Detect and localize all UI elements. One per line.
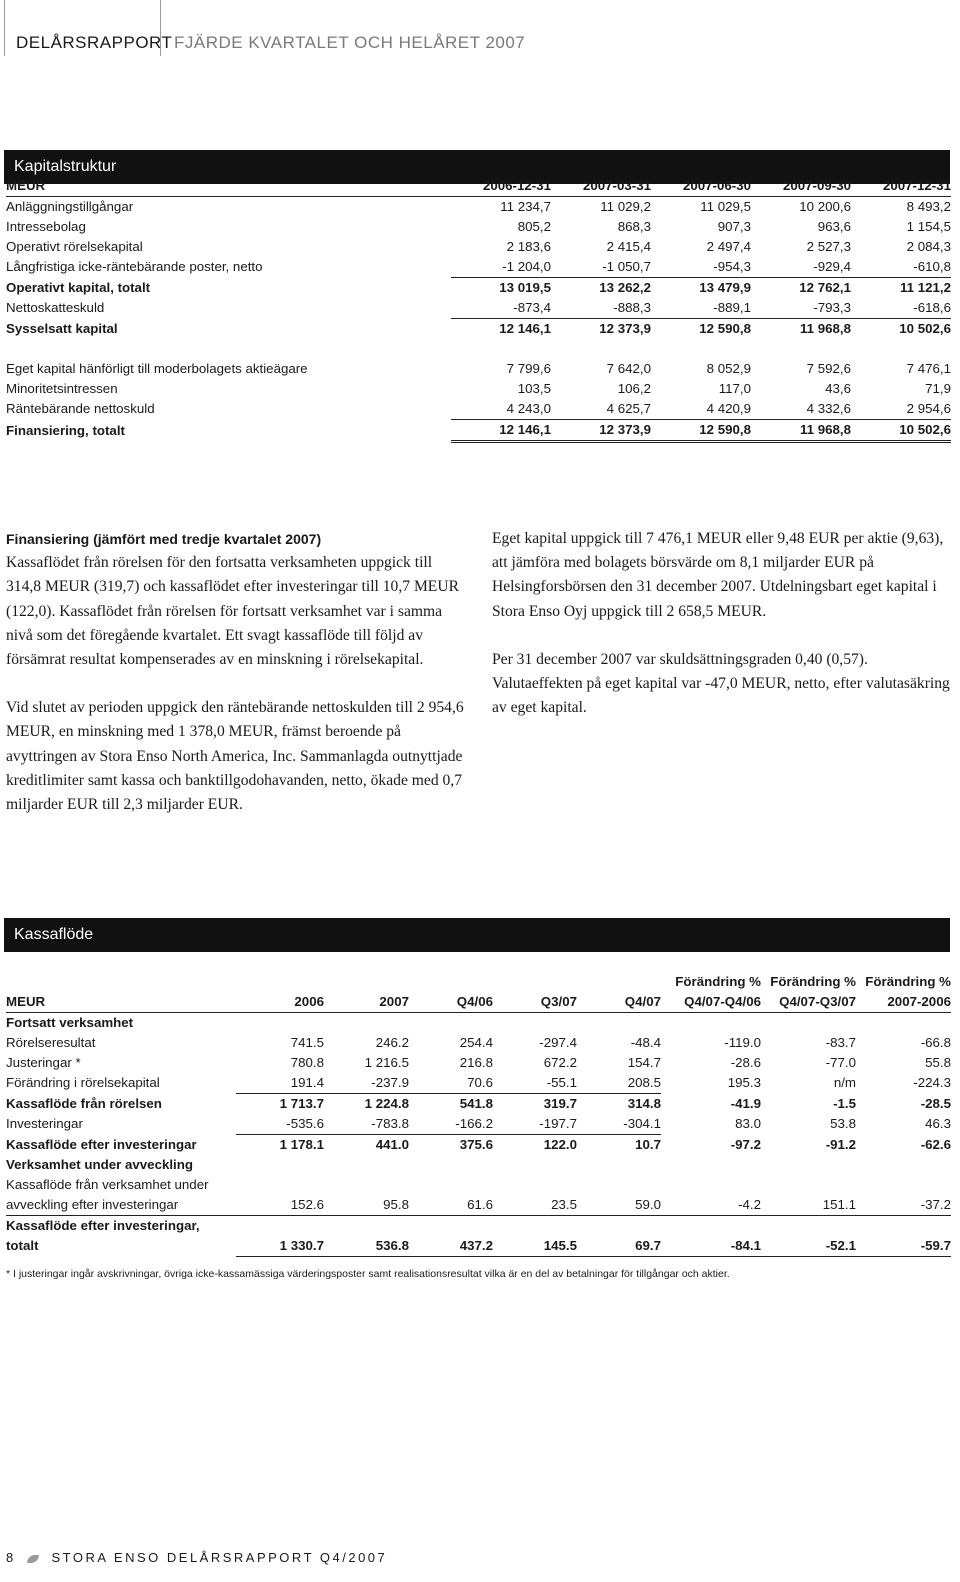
cell: 10 502,6 [851,420,951,442]
cell: 1 330.7 [236,1236,324,1257]
cash-flow-title-bar [4,918,950,952]
cell: 1 713.7 [279,1096,324,1111]
cell: 4 420,9 [651,399,751,420]
cell: 1 154,5 [906,219,951,234]
cell: 536.8 [324,1236,409,1257]
section-label: Fortsatt verksamhet [6,1015,134,1030]
cell: 13 262,2 [599,280,651,295]
cell: 11 029,5 [700,199,751,214]
cell: -954,3 [651,257,751,278]
cell: 246.2 [375,1035,409,1050]
cash-flow-table [6,972,951,1257]
cell: -55.1 [493,1073,577,1094]
cell: -28.5 [920,1095,951,1111]
table-row [6,217,951,237]
report-period: FJÄRDE KVARTALET OCH HELÅRET 2007 [174,33,526,52]
page-number: 8 [6,1550,14,1565]
paragraph: Vid slutet av perioden uppgick den räntebärande nettoskulden till 2 954,6 MEUR, en minskning med 1 378,0 MEUR, främst beroende på avyttringen av Stora Enso North America, Inc. Sammanlagda outnyttjade kreditlimiter samt kassa och banktillgodohavanden, netto, ökade med 0,7 miljarder EUR till 2,3 miljarder EUR. [6,699,464,814]
cell: -237.9 [324,1073,409,1094]
row-label: Långfristiga icke-räntebärande poster, netto [6,259,263,275]
cell: -888,3 [551,298,651,319]
cell: 11 029,2 [600,199,651,214]
table-row [6,1195,951,1216]
table-row [6,379,951,399]
cell: 103,5 [517,381,551,396]
cell: 216.8 [459,1055,493,1070]
cell: -166.2 [409,1114,493,1135]
table-row [6,1073,951,1094]
column-header: Q3/07 [493,992,577,1013]
table-row [6,1053,951,1073]
cell: -873,4 [451,298,551,319]
cell: -1 050,7 [551,257,651,278]
cell: 254.4 [459,1035,493,1050]
cell: 672.2 [543,1055,577,1070]
cell: 805,2 [517,219,551,234]
row-label: totalt [6,1238,39,1254]
section-title: Kassaflöde [14,926,94,943]
cell: 7 476,1 [906,361,951,376]
cell: -77.0 [825,1055,856,1070]
cell: 10.7 [635,1137,661,1152]
cell: 83.0 [735,1116,761,1132]
cell: -41.9 [730,1095,761,1111]
cell: 55.8 [925,1055,951,1070]
cell: 69.7 [577,1236,661,1257]
cell: -929,4 [751,257,851,278]
header-divider [4,0,5,56]
cell: -84.1 [661,1236,761,1257]
paragraph-heading: Finansiering (jämfört med tredje kvartalet 2007) [6,531,322,547]
text-column-left [6,527,464,841]
row-label: Räntebärande nettoskuld [6,401,155,417]
column-header: Q4/06 [409,992,493,1013]
table-row [6,237,951,257]
cell: 53.8 [830,1116,856,1132]
row-label: avveckling efter investeringar [6,1197,179,1212]
table-spacer [6,339,951,359]
cell: 71,9 [925,381,951,396]
column-header-top: Förändring % [675,974,761,989]
footer-text: STORA ENSO DELÅRSRAPPORT Q4/2007 [51,1550,388,1565]
column-header-top [409,972,493,992]
cell: 151.1 [822,1197,856,1212]
cell: 4 243,0 [451,399,551,420]
cell: -97.2 [730,1136,761,1152]
row-label: Justeringar * [6,1055,81,1070]
row-label: Operativt kapital, totalt [6,279,151,295]
column-header: 2007-03-31 [551,176,651,197]
cell: 8 493,2 [906,199,951,214]
cell: 2 415,4 [606,239,651,254]
cell: -535.6 [236,1114,324,1135]
row-label: Nettoskatteskuld [6,300,105,316]
cell: 11 234,7 [500,199,551,214]
row-label: Rörelseresultat [6,1035,96,1050]
cell: 541.8 [459,1096,493,1111]
cell: 106,2 [617,381,651,396]
cell: -59.7 [856,1236,951,1257]
cell: -66.8 [920,1035,951,1050]
cell: n/m [833,1075,856,1091]
row-label: Minoritetsintressen [6,381,118,396]
page-header [0,0,960,88]
cell: 59.0 [635,1197,661,1212]
row-label: Operativt rörelsekapital [6,239,143,254]
row-label: Kassaflöde efter investeringar [6,1136,197,1152]
column-header-top [324,972,409,992]
cell: 122.0 [543,1137,577,1152]
row-label: Anläggningstillgångar [6,199,134,214]
paragraph-text: Kassaflödet från rörelsen för den fortsatta verksamheten uppgick till 314,8 MEUR (319,7) och kassaflödet efter investeringar till 10,7 MEUR (122,0). Kassaflödet från rörelsen för fortsatt verksamhet var i samma nivå som det föregående kvartalet. Ett svagt kassaflöde till följd av försämrat resultat kompenserades av en minskning i rörelsekapital. [6,554,459,669]
table-header-row [6,992,951,1013]
cell: -304.1 [577,1114,661,1135]
cell: 145.5 [493,1236,577,1257]
cell: 12 590,8 [699,321,751,336]
table-row-total [6,1094,951,1115]
row-label: Sysselsatt kapital [6,320,118,336]
cell: 11 968,8 [799,321,851,336]
cell: -62.6 [920,1136,951,1152]
column-header: 2007 [324,992,409,1013]
cell: -889,1 [651,298,751,319]
cell: 2 954,6 [851,399,951,420]
table-row [6,197,951,218]
paragraph: Per 31 december 2007 var skuldsättningsgraden 0,40 (0,57). Valutaeffekten på eget kapital var -47,0 MEUR, netto, efter valutasäkring av eget kapital. [492,650,950,717]
cell: 2 183,6 [506,239,551,254]
table-row [6,1033,951,1053]
table-row [6,359,951,379]
cell: 7 592,6 [806,361,851,376]
row-label: Kassaflöde efter investeringar, [6,1216,951,1237]
cell: -83.7 [825,1035,856,1050]
section-label: Verksamhet under avveckling [6,1157,193,1172]
cell: 13 019,5 [499,280,551,295]
cell: 43,6 [825,381,851,396]
column-header: MEUR [6,176,451,197]
cell: 46.3 [925,1116,951,1132]
cell: 780.8 [290,1055,324,1070]
cell: -119.0 [724,1035,761,1050]
cell: 7 799,6 [506,361,551,376]
cell: 12 590,8 [651,420,751,442]
table-row-total [6,278,951,299]
column-header: 2007-2006 [856,992,951,1013]
paragraph [6,527,464,672]
report-title: DELÅRSRAPPORT [16,33,173,52]
cell: 375.6 [459,1137,493,1152]
cell: -783.8 [324,1114,409,1135]
cell: 12 146,1 [451,420,551,442]
table-header-row [6,972,951,992]
column-header: Q4/07-Q3/07 [761,992,856,1013]
cell: 4 332,6 [751,399,851,420]
cell: 208.5 [577,1073,661,1094]
cell: 117,0 [718,381,751,396]
cell: 2 084,3 [906,239,951,254]
column-header-top: Förändring % [770,974,856,989]
table-row [6,298,951,319]
cell: -52.1 [761,1236,856,1257]
row-label: Kassaflöde från verksamhet under [6,1177,209,1192]
column-header-top [577,972,661,992]
cell: -91.2 [825,1136,856,1152]
cell: 4 625,7 [551,399,651,420]
column-header: 2006-12-31 [451,176,551,197]
cell: -28.6 [730,1055,761,1070]
leaf-icon [27,1555,39,1563]
column-header: MEUR [6,992,236,1013]
cell: 152.6 [290,1197,324,1212]
table-row [6,257,951,278]
row-label: Förändring i rörelsekapital [6,1075,160,1091]
cell: 10 502,6 [899,321,951,336]
table-row-total [6,319,951,340]
cell: -793,3 [751,298,851,319]
table-row [6,1175,951,1195]
table-row [6,1114,951,1135]
cell: 2 497,4 [706,239,751,254]
cell: -197.7 [493,1114,577,1135]
cell: 1 224.8 [364,1096,409,1111]
row-label: Finansiering, totalt [6,422,125,438]
cell: 11 121,2 [899,280,951,295]
cell: 11 968,8 [751,420,851,442]
cell: 12 146,1 [499,321,551,336]
cell: 61.6 [467,1197,493,1212]
cell: 10 200,6 [799,199,851,214]
footnote: * I justeringar ingår avskrivningar, övriga icke-kassamässiga värderingsposter samt realisationsresultat vilka är en del av betalningar för tillgångar och aktier. [6,1268,730,1280]
cell: 437.2 [409,1236,493,1257]
row-label: Investeringar [6,1116,83,1132]
cell: 191.4 [236,1073,324,1094]
page-footer [6,1550,387,1565]
column-header: Q4/07-Q4/06 [661,992,761,1013]
table-row-total [6,1135,951,1156]
row-label: Eget kapital hänförligt till moderbolagets aktieägare [6,361,308,376]
cell: 1 216.5 [364,1055,409,1070]
cell: 12 373,9 [599,321,651,336]
cell: 13 479,9 [699,280,751,295]
cell: 1 178.1 [279,1137,324,1152]
column-header-top [493,972,577,992]
table-row-total [6,420,951,442]
cell: -1.5 [833,1095,856,1111]
table-row-total [6,1216,951,1237]
cell: 70.6 [409,1073,493,1094]
cell: 868,3 [617,219,651,234]
cell: 12 762,1 [799,280,851,295]
section-row [6,1155,951,1175]
cell: -48.4 [630,1035,661,1050]
cell: 95.8 [383,1197,409,1212]
cell: 319.7 [543,1096,577,1111]
section-row [6,1013,951,1034]
cell: -1 204,0 [451,257,551,278]
row-label: Intressebolag [6,219,86,234]
column-header-top [236,972,324,992]
cell: -297.4 [539,1035,577,1050]
cell: -618,6 [851,298,951,319]
paragraph: Eget kapital uppgick till 7 476,1 MEUR eller 9,48 EUR per aktie (9,63), att jämföra med bolagets börsvärde om 8,1 miljarder EUR på Helsingforsbörsen den 31 december 2007. Utdelningsbart eget kapital i Stora Enso Oyj uppgick till 2 658,5 MEUR. [492,530,944,620]
column-header-top [6,972,236,992]
cell: 195.3 [727,1075,761,1091]
cell: 314.8 [627,1096,661,1111]
section-title: Kapitalstruktur [14,158,117,175]
cell: -610,8 [851,257,951,278]
cell: 154.7 [627,1055,661,1070]
cell: 23.5 [551,1197,577,1212]
capital-structure-table [6,176,951,443]
cell: 2 527,3 [806,239,851,254]
cell: 907,3 [717,219,751,234]
column-header: 2007-12-31 [851,176,951,197]
cell: -37.2 [920,1197,951,1212]
cell: 7 642,0 [606,361,651,376]
table-row [6,399,951,420]
cell: 8 052,9 [706,361,751,376]
cell: 963,6 [817,219,851,234]
cell: -224.3 [913,1075,951,1091]
cell: 12 373,9 [551,420,651,442]
text-column-right [492,527,950,744]
column-header: 2007-06-30 [651,176,751,197]
cell: 741.5 [290,1035,324,1050]
table-header-row [6,176,951,197]
table-row-total [6,1236,951,1257]
cell: 441.0 [375,1137,409,1152]
column-header-top: Förändring % [865,974,951,989]
row-label: Kassaflöde från rörelsen [6,1095,162,1111]
column-header: 2006 [236,992,324,1013]
cell: -4.2 [738,1197,761,1212]
column-header: Q4/07 [577,992,661,1013]
column-header: 2007-09-30 [751,176,851,197]
